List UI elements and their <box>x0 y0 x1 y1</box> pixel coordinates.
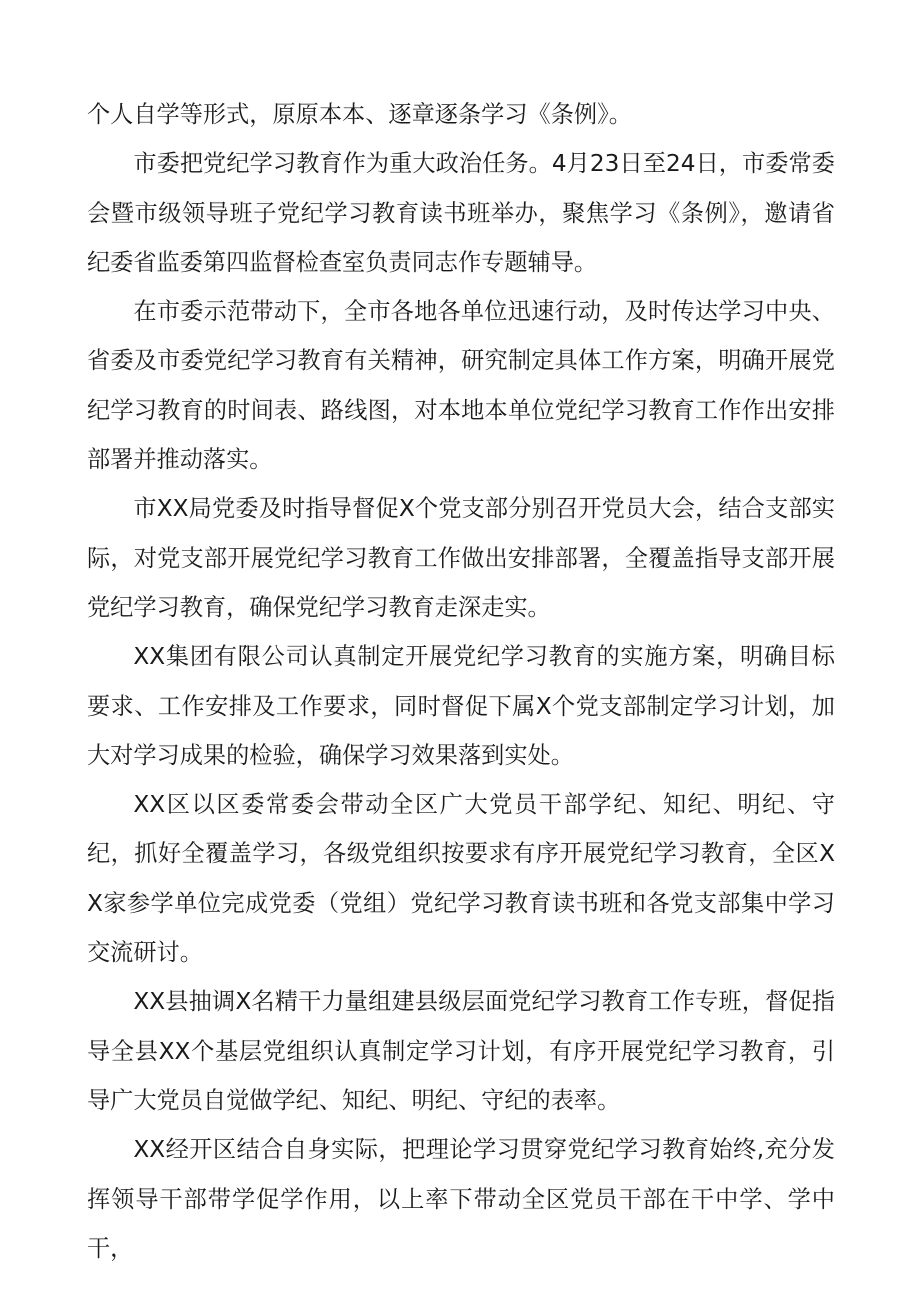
paragraph-bureau-party-committee: 市XX局党委及时指导督促X个党支部分别召开党员大会，结合支部实际，对党支部开展党纪学习教育工作做出安排部署，全覆盖指导支部开展党纪学习教育，确保党纪学习教育走深走实。 <box>87 495 835 621</box>
paragraph-city-wide-action: 在市委示范带动下，全市各地各单位迅速行动，及时传达学习中央、省委及市委党纪学习教育有关精神，研究制定具体工作方案，明确开展党纪学习教育的时间表、路线图，对本地本单位党纪学习教育工作作出安排部署并推动落实。 <box>87 298 835 474</box>
paragraph-county: XX县抽调X名精干力量组建县级层面党纪学习教育工作专班，督促指导全县XX个基层党组织认真制定学习计划，有序开展党纪学习教育，引导广大党员自觉做学纪、知纪、明纪、守纪的表率。 <box>87 988 835 1114</box>
paragraph-development-zone: XX经开区结合自身实际，把理论学习贯穿党纪学习教育始终,充分发挥领导干部带学促学作用，以上率下带动全区党员干部在干中学、学中干， <box>87 1136 835 1262</box>
paragraph-continued: 个人自学等形式，原原本本、逐章逐条学习《条例》。 <box>87 101 632 128</box>
paragraph-city-committee: 市委把党纪学习教育作为重大政治任务。4月23日至24日，市委常委会暨市级领导班子党纪学习教育读书班举办，聚焦学习《条例》，邀请省纪委省监委第四监督检查室负责同志作专题辅导。 <box>87 150 835 276</box>
paragraph-district: XX区以区委常委会带动全区广大党员干部学纪、知纪、明纪、守纪，抓好全覆盖学习，各级党组织按要求有序开展党纪学习教育，全区XX家参学单位完成党委（党组）党纪学习教育读书班和各党支部集中学习交流研讨。 <box>87 791 835 967</box>
document-body <box>87 90 835 1273</box>
paragraph-group-company: XX集团有限公司认真制定开展党纪学习教育的实施方案，明确目标要求、工作安排及工作要求，同时督促下属X个党支部制定学习计划，加大对学习成果的检验，确保学习效果落到实处。 <box>87 643 835 769</box>
